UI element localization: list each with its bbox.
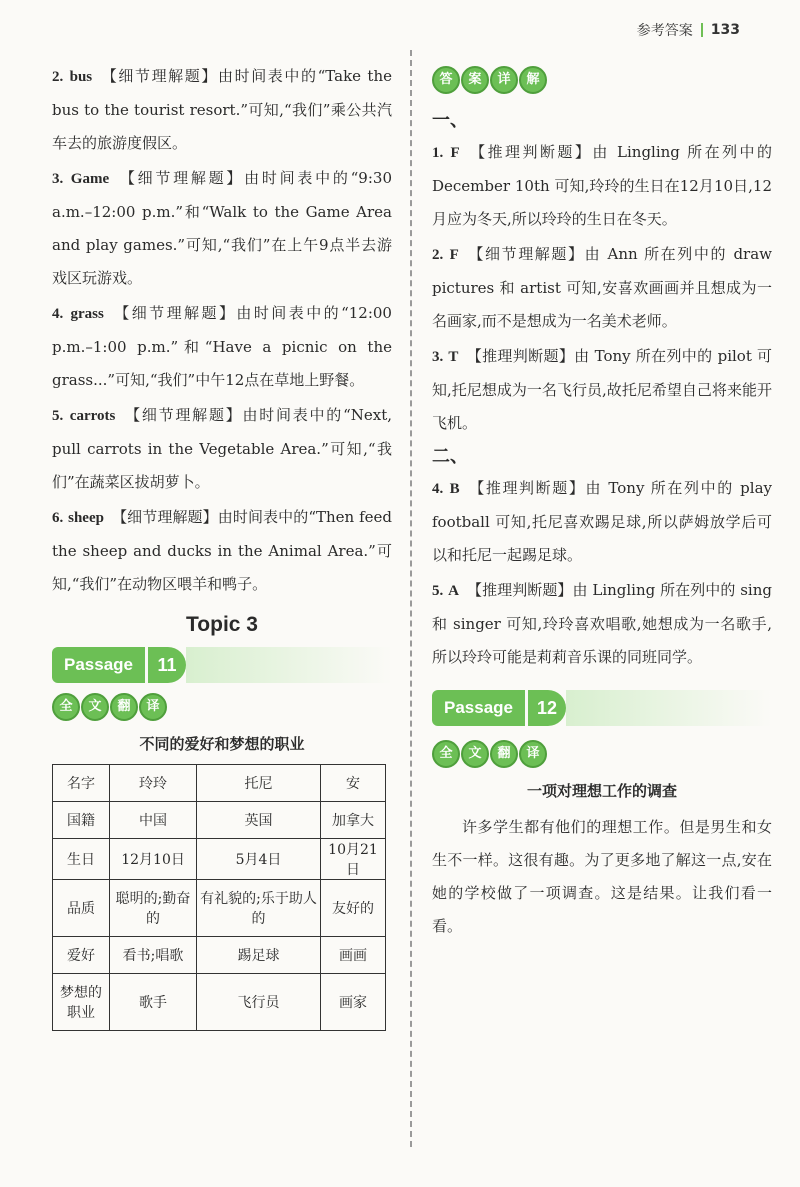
banner-fade bbox=[186, 647, 392, 683]
answer-explanation: 【细节理解题】由时间表中的“9:30 a.m.–12:00 p.m.”和“Walk to the Game Area and play games.”可知,“我们”在上午9点半去游戏区玩游戏。 bbox=[52, 169, 392, 287]
table-cell: 飞行员 bbox=[197, 974, 321, 1031]
answer-explanation: 【推理判断题】由 Tony 所在列中的 pilot 可知,托尼想成为一名飞行员,故托尼希望自己将来能开飞机。 bbox=[432, 347, 772, 432]
banner-fade bbox=[566, 690, 772, 726]
answer-item bbox=[52, 399, 392, 499]
table-row bbox=[53, 937, 386, 974]
table-cell: 10月21日 bbox=[320, 839, 385, 880]
table-cell: 5月4日 bbox=[197, 839, 321, 880]
answer-key: B bbox=[449, 481, 460, 497]
answer-number: 3. bbox=[52, 171, 64, 187]
answer-explanation: 【推理判断题】由 Tony 所在列中的 play football 可知,托尼喜欢踢足球,所以萨姆放学后可以和托尼一起踢足球。 bbox=[432, 479, 772, 564]
row-header-cell: 名字 bbox=[53, 765, 110, 802]
badge-char: 译 bbox=[139, 693, 167, 721]
section-one-heading: 一、 bbox=[432, 110, 468, 131]
row-header-cell: 国籍 bbox=[53, 802, 110, 839]
table-cell: 托尼 bbox=[197, 765, 321, 802]
answer-number: 5. bbox=[432, 583, 444, 599]
badge-char: 解 bbox=[519, 66, 547, 94]
table-cell: 画家 bbox=[320, 974, 385, 1031]
answer-explanation: 【细节理解题】由 Ann 所在列中的 draw pictures 和 artist 可知,安喜欢画画并且想成为一名画家,而不是想成为一名美术老师。 bbox=[432, 245, 772, 330]
answer-item bbox=[52, 501, 392, 601]
badge-char: 案 bbox=[461, 66, 489, 94]
left-column bbox=[52, 60, 392, 1031]
hobbies-table bbox=[52, 764, 386, 1031]
answer-explanation-badge bbox=[432, 66, 772, 94]
badge-char: 译 bbox=[519, 740, 547, 768]
badge-char: 详 bbox=[490, 66, 518, 94]
answer-item bbox=[432, 574, 772, 674]
answer-item bbox=[432, 136, 772, 236]
badge-char: 翻 bbox=[490, 740, 518, 768]
section-label: 参考答案 bbox=[636, 23, 693, 39]
left-answer-list bbox=[52, 60, 392, 601]
answer-number: 6. bbox=[52, 510, 64, 526]
survey-paragraph: 许多学生都有他们的理想工作。但是男生和女生不一样。这很有趣。为了更多地了解这一点,安在她的学校做了一项调查。这是结果。让我们看一看。 bbox=[432, 818, 772, 935]
table-cell: 看书;唱歌 bbox=[110, 937, 197, 974]
answer-explanation: 【细节理解题】由时间表中的“Take the bus to the tourist resort.”可知,“我们”乘公共汽车去的旅游度假区。 bbox=[52, 67, 392, 152]
passage-number: 12 bbox=[525, 690, 566, 726]
table-row bbox=[53, 839, 386, 880]
header-separator bbox=[701, 23, 703, 37]
answer-explanation: 【细节理解题】由时间表中的“Next, pull carrots in the Vegetable Area.”可知,“我们”在蔬菜区拔胡萝卜。 bbox=[52, 406, 392, 491]
table-cell: 加拿大 bbox=[320, 802, 385, 839]
answer-number: 1. bbox=[432, 145, 444, 161]
answer-item bbox=[432, 340, 772, 440]
page-number: 133 bbox=[710, 22, 740, 38]
answer-number: 3. bbox=[432, 349, 444, 365]
table-cell: 友好的 bbox=[320, 880, 385, 937]
table-cell: 12月10日 bbox=[110, 839, 197, 880]
column-divider bbox=[410, 50, 412, 1147]
page-header bbox=[637, 20, 740, 40]
table-cell: 聪明的;勤奋的 bbox=[110, 880, 197, 937]
answer-item bbox=[52, 162, 392, 295]
section-two-heading: 二、 bbox=[432, 446, 468, 467]
right-column bbox=[432, 60, 772, 943]
badge-char: 翻 bbox=[110, 693, 138, 721]
answer-key: grass bbox=[70, 306, 104, 322]
table-cell: 有礼貌的;乐于助人的 bbox=[197, 880, 321, 937]
table-row bbox=[53, 974, 386, 1031]
passage-label: Passage bbox=[432, 690, 525, 726]
full-translation-badge bbox=[432, 740, 772, 768]
table-cell: 安 bbox=[320, 765, 385, 802]
answer-explanation: 【推理判断题】由 Lingling 所在列中的 December 10th 可知,玲玲的生日在12月10日,12月应为冬天,所以玲玲的生日在冬天。 bbox=[432, 143, 772, 228]
table-row bbox=[53, 880, 386, 937]
topic-title: Topic 3 bbox=[186, 613, 258, 636]
row-header-cell: 生日 bbox=[53, 839, 110, 880]
answer-key: Game bbox=[70, 171, 110, 187]
answer-explanation: 【推理判断题】由 Lingling 所在列中的 sing 和 singer 可知,玲玲喜欢唱歌,她想成为一名歌手,所以玲玲可能是莉莉音乐课的同班同学。 bbox=[432, 581, 772, 666]
badge-char: 全 bbox=[432, 740, 460, 768]
table-row bbox=[53, 765, 386, 802]
table-cell: 歌手 bbox=[110, 974, 197, 1031]
answer-key: carrots bbox=[69, 408, 116, 424]
section-one-answers bbox=[432, 136, 772, 440]
answer-key: sheep bbox=[68, 510, 104, 526]
answer-explanation: 【细节理解题】由时间表中的“12:00 p.m.–1:00 p.m.”和“Have a picnic on the grass...”可知,“我们”中午12点在草地上野餐。 bbox=[52, 304, 392, 389]
badge-char: 全 bbox=[52, 693, 80, 721]
answer-key: A bbox=[448, 583, 459, 599]
answer-item bbox=[432, 238, 772, 338]
table-cell: 画画 bbox=[320, 937, 385, 974]
section-two-answers bbox=[432, 472, 772, 674]
table-cell: 英国 bbox=[197, 802, 321, 839]
answer-number: 5. bbox=[52, 408, 64, 424]
full-translation-badge bbox=[52, 693, 392, 721]
answer-key: F bbox=[450, 145, 460, 161]
answer-number: 4. bbox=[432, 481, 444, 497]
answer-key: F bbox=[449, 247, 459, 263]
answer-explanation: 【细节理解题】由时间表中的“Then feed the sheep and ducks in the Animal Area.”可知,“我们”在动物区喂羊和鸭子。 bbox=[52, 508, 392, 593]
answer-number: 4. bbox=[52, 306, 64, 322]
answer-key: T bbox=[448, 349, 459, 365]
passage-11-banner bbox=[52, 647, 392, 683]
answer-key: bus bbox=[69, 69, 93, 85]
passage-number: 11 bbox=[145, 647, 186, 683]
row-header-cell: 爱好 bbox=[53, 937, 110, 974]
passage-label: Passage bbox=[52, 647, 145, 683]
badge-char: 文 bbox=[81, 693, 109, 721]
survey-title: 一项对理想工作的调查 bbox=[526, 782, 677, 800]
table-cell: 玲玲 bbox=[110, 765, 197, 802]
passage-12-banner bbox=[432, 690, 772, 726]
table-row bbox=[53, 802, 386, 839]
row-header-cell: 品质 bbox=[53, 880, 110, 937]
table-cell: 中国 bbox=[110, 802, 197, 839]
answer-item bbox=[52, 297, 392, 397]
answer-item bbox=[52, 60, 392, 160]
row-header-cell: 梦想的职业 bbox=[53, 974, 110, 1031]
answer-number: 2. bbox=[52, 69, 64, 85]
table-cell: 踢足球 bbox=[197, 937, 321, 974]
table-title: 不同的爱好和梦想的职业 bbox=[139, 735, 305, 753]
badge-char: 答 bbox=[432, 66, 460, 94]
badge-char: 文 bbox=[461, 740, 489, 768]
answer-item bbox=[432, 472, 772, 572]
answer-number: 2. bbox=[432, 247, 444, 263]
